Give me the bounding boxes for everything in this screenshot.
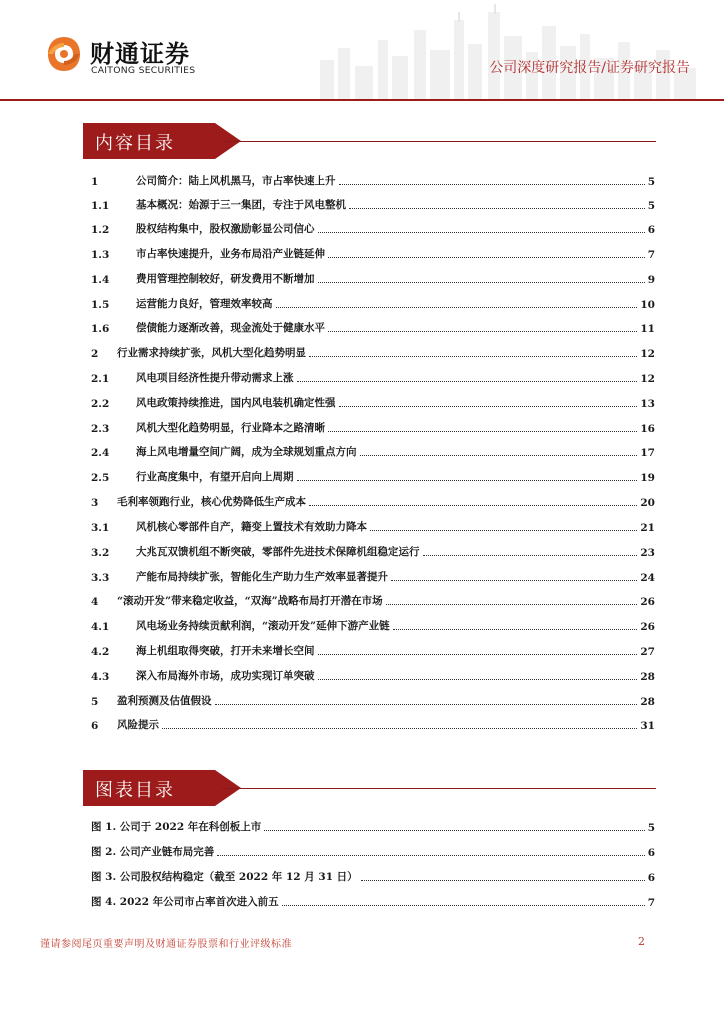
toc-entry-page: 5 (647, 200, 655, 212)
figure-section-title (83, 770, 241, 806)
leader-dots (162, 727, 637, 729)
toc-entry-title: 行业需求持续扩张，风机大型化趋势明显 (117, 347, 306, 359)
toc-entry-page: 20 (640, 497, 655, 509)
toc-entry-number: 3.1 (91, 522, 110, 534)
toc-entry-number: 3.2 (91, 547, 110, 559)
leader-dots (361, 879, 645, 881)
page-number: 2 (638, 935, 645, 948)
leader-dots (318, 281, 645, 283)
company-name-en: CAITONG SECURITIES (91, 65, 196, 76)
leader-dots (370, 529, 637, 531)
leader-dots (309, 504, 637, 506)
figure-entry-title: 图 4. 2022 年公司市占率首次进入前五 (91, 896, 279, 908)
toc-entry-number: 5 (91, 696, 99, 708)
leader-dots (423, 554, 638, 556)
leader-dots (297, 479, 638, 481)
toc-entry[interactable] (91, 297, 655, 311)
toc-entry-page: 12 (640, 348, 655, 360)
toc-entry-number: 4.2 (91, 646, 110, 658)
figure-entry[interactable] (91, 820, 655, 834)
toc-entry-number: 1.5 (91, 299, 110, 311)
leader-dots (318, 678, 638, 680)
toc-entry[interactable] (91, 445, 655, 459)
toc-entry-title: 海上机组取得突破，打开未来增长空间 (136, 645, 315, 657)
toc-entry[interactable] (91, 371, 655, 385)
toc-entry-title: 股权结构集中，股权激励彰显公司信心 (136, 223, 315, 235)
figure-entry-title: 图 3. 公司股权结构稳定（截至 2022 年 12 月 31 日） (91, 871, 358, 883)
figure-entry-page: 6 (647, 872, 655, 884)
figure-section-title-text: 图表目录 (95, 780, 175, 801)
leader-dots (328, 430, 637, 432)
toc-entry[interactable] (91, 396, 655, 410)
leader-dots (264, 829, 644, 831)
toc-entry-number: 4 (91, 596, 99, 608)
toc-entry-page: 7 (647, 249, 655, 261)
toc-entry-page: 11 (640, 323, 655, 335)
leader-dots (391, 579, 637, 581)
figure-entry[interactable] (91, 870, 655, 884)
toc-entry-title: 偿债能力逐渐改善，现金流处于健康水平 (136, 322, 325, 334)
figure-entry-title: 图 2. 公司产业链布局完善 (91, 846, 215, 858)
page-header (0, 0, 724, 104)
toc-entry-title: 风电场业务持续贡献利润，“滚动开发”延伸下游产业链 (136, 620, 390, 632)
toc-section-rule (222, 141, 656, 142)
toc-entry-title: 市占率快速提升，业务布局沿产业链延伸 (136, 248, 325, 260)
toc-entry-title: 海上风电增量空间广阔，成为全球规划重点方向 (136, 446, 357, 458)
leader-dots (349, 207, 645, 209)
toc-entry-page: 17 (640, 447, 655, 459)
leader-dots (339, 183, 645, 185)
figure-entry-title: 图 1. 公司于 2022 年在科创板上市 (91, 821, 262, 833)
figure-entry-page: 7 (647, 897, 655, 909)
toc-entry-page: 5 (647, 176, 655, 188)
toc-entry-title: 深入布局海外市场，成功实现订单突破 (136, 670, 315, 682)
toc-section-title-text: 内容目录 (95, 133, 175, 154)
leader-dots (318, 231, 645, 233)
toc-entry[interactable] (91, 694, 655, 708)
toc-entry-title: 盈利预测及估值假设 (117, 695, 212, 707)
toc-entry[interactable] (91, 495, 655, 509)
toc-entry-title: 毛利率领跑行业，核心优势降低生产成本 (117, 496, 306, 508)
toc-entry-number: 3 (91, 497, 99, 509)
toc-entry-number: 1.1 (91, 200, 110, 212)
toc-entry-number: 1 (91, 176, 99, 188)
toc-entry[interactable] (91, 222, 655, 236)
toc-entry-title: 风电政策持续推进，国内风电装机确定性强 (136, 397, 336, 409)
caitong-logo-icon (44, 34, 84, 74)
leader-dots (217, 854, 644, 856)
disclaimer-note: 谨请参阅尾页重要声明及财通证券股票和行业评级标准 (40, 939, 292, 950)
toc-entry[interactable] (91, 644, 655, 658)
leader-dots (393, 628, 638, 630)
toc-entry-page: 26 (640, 596, 655, 608)
toc-entry[interactable] (91, 545, 655, 559)
figure-section-rule (222, 788, 656, 789)
toc-entry-page: 21 (640, 522, 655, 534)
toc-entry-title: 基本概况：始源于三一集团，专注于风电整机 (136, 199, 346, 211)
leader-dots (360, 454, 638, 456)
toc-entry-title: 公司简介：陆上风机黑马，市占率快速上升 (136, 175, 336, 187)
toc-entry-number: 1.2 (91, 224, 110, 236)
toc-entry[interactable] (91, 174, 655, 188)
leader-dots (328, 330, 637, 332)
toc-entry-title: “滚动开发”带来稳定收益，“双海”战略布局打开潜在市场 (117, 595, 383, 607)
toc-entry-title: 风险提示 (117, 719, 159, 731)
figure-entry[interactable] (91, 845, 655, 859)
toc-entry-page: 31 (640, 720, 655, 732)
leader-dots (339, 405, 638, 407)
toc-entry-title: 行业高度集中，有望开启向上周期 (136, 471, 294, 483)
toc-entry[interactable] (91, 594, 655, 608)
toc-entry[interactable] (91, 718, 655, 732)
toc-entry[interactable] (91, 421, 655, 435)
toc-entry-page: 9 (647, 274, 655, 286)
toc-entry-title: 风电项目经济性提升带动需求上涨 (136, 372, 294, 384)
toc-entry-page: 24 (640, 572, 655, 584)
report-type-label: 公司深度研究报告/证券研究报告 (489, 60, 690, 76)
toc-entry-page: 6 (647, 224, 655, 236)
toc-entry-number: 2.4 (91, 447, 110, 459)
toc-entry-page: 23 (640, 547, 655, 559)
figure-entry-page: 5 (647, 822, 655, 834)
toc-entry[interactable] (91, 570, 655, 584)
company-name-cn: 财通证券 (90, 40, 190, 68)
toc-entry-number: 1.6 (91, 323, 110, 335)
leader-dots (386, 603, 638, 605)
toc-entry-title: 风机核心零部件自产，籍变上置技术有效助力降本 (136, 521, 367, 533)
toc-entry-number: 4.3 (91, 671, 110, 683)
toc-entry-number: 1.3 (91, 249, 110, 261)
toc-entry[interactable] (91, 346, 655, 360)
toc-entry[interactable] (91, 470, 655, 484)
toc-entry-page: 28 (640, 671, 655, 683)
toc-entry-number: 2 (91, 348, 99, 360)
toc-entry-page: 19 (640, 472, 655, 484)
toc-entry-number: 3.3 (91, 572, 110, 584)
toc-entry-page: 10 (640, 299, 655, 311)
toc-entry-title: 大兆瓦双馈机组不断突破，零部件先进技术保障机组稳定运行 (136, 546, 420, 558)
toc-entry-number: 2.1 (91, 373, 110, 385)
toc-entry-number: 1.4 (91, 274, 110, 286)
toc-entry[interactable] (91, 669, 655, 683)
toc-entry-page: 28 (640, 696, 655, 708)
toc-entry-number: 2.3 (91, 423, 110, 435)
toc-entry[interactable] (91, 272, 655, 286)
toc-entry-number: 4.1 (91, 621, 110, 633)
toc-entry-page: 13 (640, 398, 655, 410)
toc-entry[interactable] (91, 321, 655, 335)
leader-dots (309, 355, 637, 357)
toc-entry-title: 风机大型化趋势明显，行业降本之路清晰 (136, 422, 325, 434)
toc-entry-page: 12 (640, 373, 655, 385)
toc-entry-title: 产能布局持续扩张，智能化生产助力生产效率显著提升 (136, 571, 388, 583)
figure-entry[interactable] (91, 895, 655, 909)
toc-entry-number: 6 (91, 720, 99, 732)
leader-dots (318, 653, 638, 655)
toc-entry-title: 费用管理控制较好，研发费用不断增加 (136, 273, 315, 285)
leader-dots (282, 904, 645, 906)
toc-entry[interactable] (91, 520, 655, 534)
header-divider (0, 99, 724, 101)
toc-entry-page: 27 (640, 646, 655, 658)
toc-entry-page: 26 (640, 621, 655, 633)
leader-dots (297, 380, 638, 382)
toc-entry[interactable] (91, 247, 655, 261)
toc-entry-page: 16 (640, 423, 655, 435)
toc-entry-number: 2.5 (91, 472, 110, 484)
toc-entry-title: 运营能力良好，管理效率较高 (136, 298, 273, 310)
leader-dots (276, 306, 638, 308)
toc-entry[interactable] (91, 619, 655, 633)
toc-entry-number: 2.2 (91, 398, 110, 410)
leader-dots (215, 703, 638, 705)
toc-entry[interactable] (91, 198, 655, 212)
leader-dots (328, 256, 645, 258)
figure-entry-page: 6 (647, 847, 655, 859)
toc-section-title (83, 123, 241, 159)
